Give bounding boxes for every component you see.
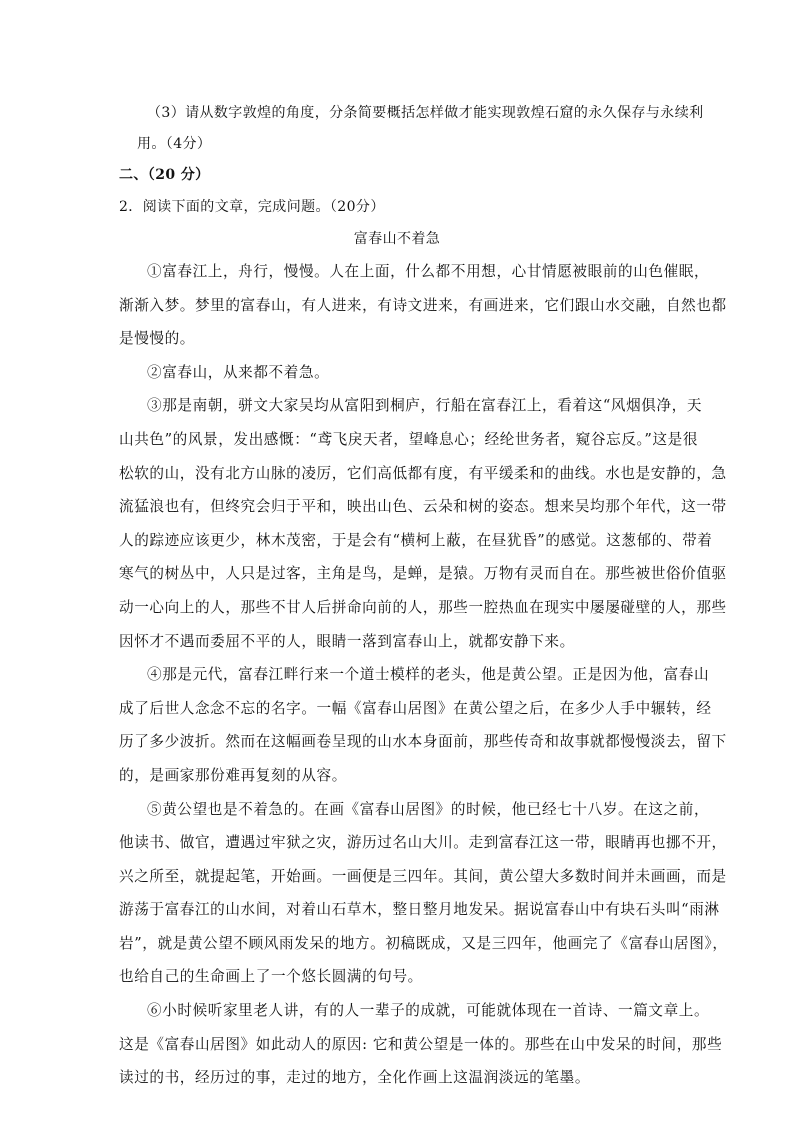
paragraph-3-line-3: 松软的山，没有北方山脉的凌厉，它们高低都有度，有平缓柔和的曲线。水也是安静的，急 [119, 464, 727, 482]
paragraph-6-line-2: 这是《富春山居图》如此动人的原因: 它和黄公望是一体的。那些在山中发呆的时间，那些 [119, 1035, 723, 1053]
question-2-instruction: 2．阅读下面的文章，完成问题。（20分） [119, 199, 385, 215]
paragraph-1-line-2: 渐渐入梦。梦里的富春山，有人进来，有诗文进来，有画进来，它们跟山水交融，自然也都 [119, 296, 727, 314]
paragraph-5-line-3: 兴之所至，就提起笔，开始画。一画便是三四年。其间，黄公望大多数时间并未画画，而是 [119, 867, 727, 885]
paragraph-3-line-8: 因怀才不遇而委屈不平的人，眼睛一落到富春山上，就都安静下来。 [119, 632, 575, 650]
paragraph-3-line-4: 流猛浪也有，但终究会归于平和，映出山色、云朵和树的姿态。想来吴均那个年代，这一带 [119, 498, 727, 516]
section-two-heading: 二、（20 分） [119, 167, 210, 183]
paragraph-4-line-3: 历了多少波折。然而在这幅画卷呈现的山水本身面前，那些传奇和故事就都慢慢淡去，留下 [119, 733, 727, 751]
paragraph-5-line-4: 游荡于富春江的山水间，对着山石草木，整日整月地发呆。据说富春山中有块石头叫“雨淋 [119, 901, 720, 919]
article-body [119, 262, 728, 1102]
question-3-line-1: （3）请从数字敦煌的角度，分条简要概括怎样做才能实现敦煌石窟的永久保存与永续利 [147, 105, 704, 121]
paragraph-3-line-1: ③那是南朝，骈文大家吴均从富阳到桐庐，行船在富春江上，看着这“风烟俱净，天 [147, 397, 703, 415]
paragraph-3-line-6: 寒气的树丛中，人只是过客，主角是鸟，是蝉，是猿。万物有灵而自在。那些被世俗价值驱 [119, 565, 727, 583]
article-title: 富春山不着急 [353, 231, 441, 247]
paragraph-5-line-1: ⑤黄公望也是不着急的。在画《富春山居图》的时候，他已经七十八岁。在这之前， [147, 800, 710, 818]
paragraph-6-line-3: 读过的书，经历过的事，走过的地方，全化作画上这温润淡远的笔墨。 [119, 1069, 591, 1087]
paragraph-4-line-2: 成了后世人念念不忘的名字。一幅《富春山居图》在黄公望之后，在多少人手中辗转，经 [119, 699, 712, 717]
paragraph-2-line-1: ②富春山，从来都不着急。 [147, 363, 330, 381]
question-3-line-2: 用。（4分） [137, 136, 212, 152]
paragraph-3-line-5: 人的踪迹应该更少，林木茂密，于是会有“横柯上蔽，在昼犹昏”的感觉。这葱郁的、带着 [119, 531, 713, 549]
paragraph-3-line-2: 山共色”的风景，发出感慨：“鸢飞戾天者，望峰息心；经纶世务者，窥谷忘反。”这是很 [119, 430, 699, 448]
paragraph-5-line-6: 也给自己的生命画上了一个悠长圆满的句号。 [119, 968, 423, 986]
paragraph-5-line-2: 他读书、做官，遭遇过牢狱之灾，游历过名山大川。走到富春江这一带，眼睛再也挪不开， [119, 834, 727, 852]
paragraph-1-line-3: 是慢慢的。 [119, 330, 195, 348]
paragraph-1-line-1: ①富春江上，舟行，慢慢。人在上面，什么都不用想，心甘情愿被眼前的山色催眠， [147, 263, 710, 280]
paragraph-3-line-7: 动一心向上的人，那些不甘人后拼命向前的人，那些一腔热血在现实中屡屡碰壁的人，那些 [119, 598, 727, 616]
paragraph-6-line-1: ⑥小时候听家里老人讲，有的人一辈子的成就，可能就体现在一首诗、一篇文章上。 [147, 1002, 710, 1020]
paragraph-5-line-5: 岩”，就是黄公望不顾风雨发呆的地方。初稿既成，又是三四年，他画完了《富春山居图》， [119, 934, 728, 952]
paragraph-4-line-1: ④那是元代，富春江畔行来一个道士模样的老头，他是黄公望。正是因为他，富春山 [147, 666, 710, 684]
paragraph-4-line-4: 的，是画家那份难再复刻的从容。 [119, 766, 347, 784]
